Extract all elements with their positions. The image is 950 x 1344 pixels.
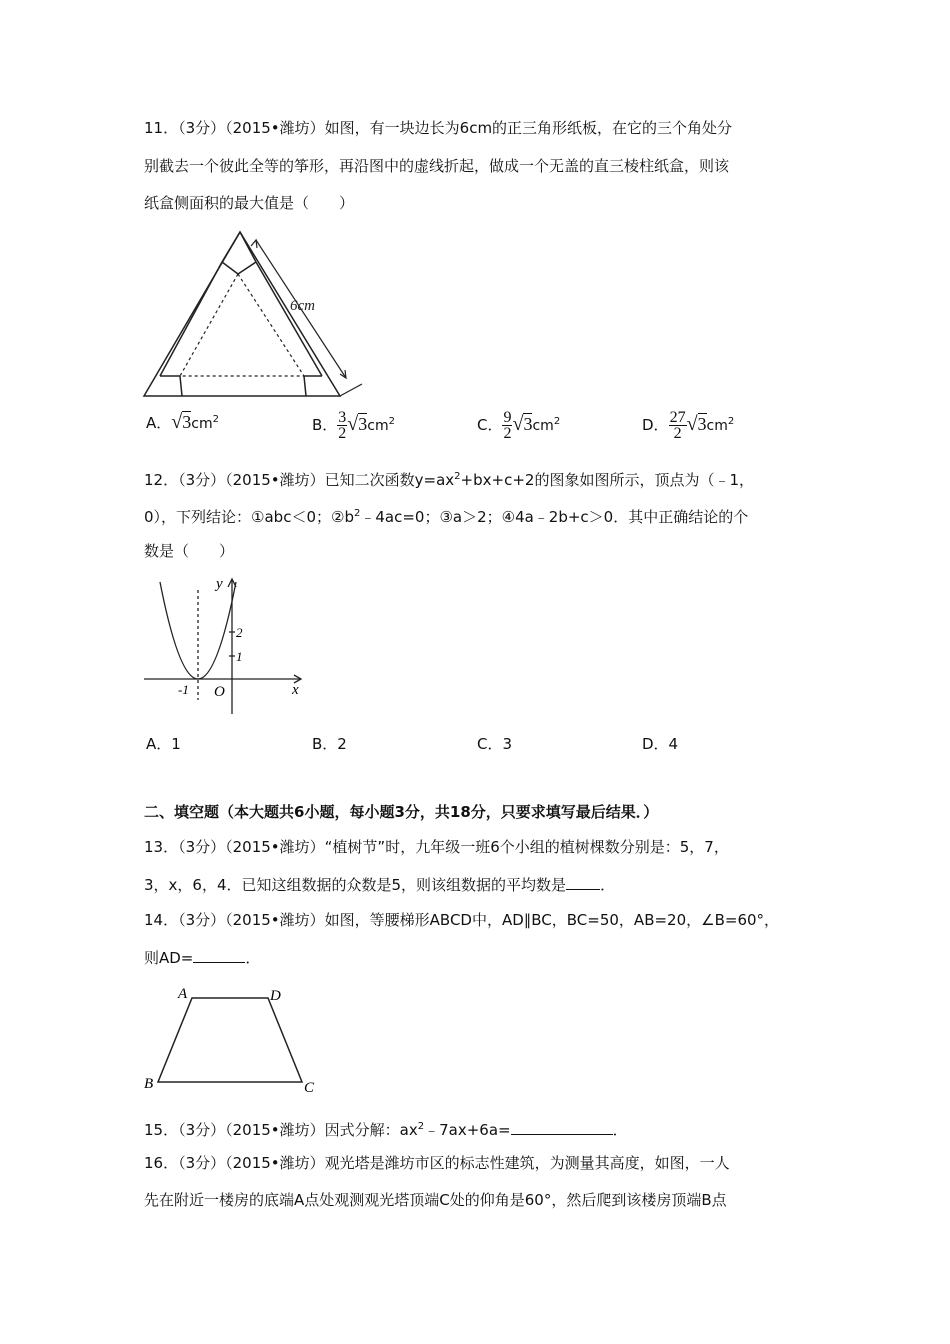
q12-line3: 数是（ ）: [144, 542, 235, 560]
q12-option-d[interactable]: D．4: [642, 735, 679, 753]
q11-line3: 纸盒侧面积的最大值是（ ）: [144, 194, 355, 212]
side-length-label: 6cm: [290, 298, 315, 314]
option-c-unit: cm: [532, 418, 554, 434]
section-2-title: 二、填空题（本大题共6小题，每小题3分，共18分，只要求填写最后结果．）: [144, 803, 659, 821]
q13-answer-blank[interactable]: [566, 874, 600, 890]
option-a-label: A．: [146, 414, 172, 432]
option-b-radicand: 3: [358, 414, 368, 434]
vertex-a: A: [178, 986, 188, 1002]
option-d-label: D．: [642, 416, 669, 434]
option-a-radicand: 3: [182, 412, 192, 432]
q14-answer-blank[interactable]: [193, 947, 245, 963]
origin-label: O: [214, 684, 225, 700]
option-d-radicand: 3: [697, 414, 707, 434]
inner-right-edge: [256, 262, 322, 376]
q12-line2: 0），下列结论：①abc＜0；$②b^2﹣4ac=0$；③a＞2；④4a﹣2b+c＞0．其中正确结论的个: [144, 508, 749, 526]
tick-1: 1: [236, 649, 243, 664]
option-d-exp: 2: [727, 416, 735, 427]
q13-line2: 3，x，6，4．已知这组数据的众数是5，则该组数据的平均数是 ．: [144, 876, 616, 894]
q14-trapezoid-figure: [140, 982, 330, 1097]
q11-option-d[interactable]: [642, 410, 734, 441]
q16-line2: 先在附近一楼房的底端A点处观测观光塔顶端C处的仰角是60°，然后爬到该楼房顶端B点: [144, 1191, 727, 1209]
q12-option-c[interactable]: C．3: [477, 735, 513, 753]
option-a-exp: 2: [212, 414, 219, 425]
option-b-unit: cm: [367, 418, 389, 434]
kite-top-b: [238, 262, 256, 274]
outer-triangle: [144, 232, 340, 396]
q13-line1: 13．（3分）（2015•潍坊）“植树节”时，九年级一班6个小组的植树棵数分别是：5，7，: [144, 838, 729, 856]
inner-left-edge: [160, 262, 222, 376]
dashed-fold-triangle: [180, 274, 304, 376]
y-axis-label: y: [216, 576, 223, 592]
vertex-c: C: [304, 1080, 315, 1096]
option-c-fraction: $\frac{9}{2}$: [503, 409, 512, 442]
option-c-radicand: 3: [523, 414, 533, 434]
sqrt-icon: √: [686, 413, 698, 435]
q11-line1: 11．（3分）（2015•潍坊）如图，有一块边长为6cm的正三角形纸板，在它的三个角处分: [144, 119, 733, 137]
q14-line1: 14．（3分）（2015•潍坊）如图，等腰梯形ABCD中，AD∥BC，BC=50，AB=20，∠B=60°，: [144, 911, 780, 929]
tick-neg1: -1: [178, 682, 189, 697]
option-d-fraction: $\frac{27}{2}$: [669, 409, 686, 442]
q11-triangle-figure: [140, 226, 380, 401]
tick-2: 2: [236, 625, 243, 640]
option-d-unit: cm: [706, 418, 728, 434]
q11-line2: 别截去一个彼此全等的筝形，再沿图中的虚线折起，做成一个无盖的直三棱柱纸盒，则该: [144, 157, 730, 175]
option-a-unit: cm: [191, 416, 213, 432]
q12-option-a[interactable]: A．1: [146, 735, 181, 753]
sqrt-icon: √: [512, 413, 524, 435]
q11-option-b[interactable]: [312, 410, 395, 441]
vertex-b: B: [144, 1076, 154, 1092]
sqrt-icon: √: [347, 413, 359, 435]
kite-right-b: [304, 376, 306, 396]
q14-line2: 则AD= ．: [144, 949, 261, 967]
q11-option-c[interactable]: [477, 410, 560, 441]
q15-line1: 15．（3分）（2015•潍坊）因式分解：$ax^2﹣7ax+6a=$ ．: [144, 1121, 628, 1139]
vertex-d: D: [270, 988, 281, 1004]
trapezoid-abcd: [158, 998, 302, 1082]
q12-line1: 12．（3分）（2015•潍坊）已知二次函数$y=ax^2+bx+c+2$的图象如图所示，顶点为（﹣1，: [144, 471, 754, 489]
option-c-exp: 2: [553, 416, 561, 427]
option-b-label: B．: [312, 416, 338, 434]
option-c-label: C．: [477, 416, 503, 434]
x-axis-label: x: [292, 682, 299, 698]
kite-left-b: [180, 376, 182, 396]
q15-answer-blank[interactable]: [511, 1119, 613, 1135]
sqrt-icon: √: [171, 411, 183, 433]
option-b-exp: 2: [388, 416, 395, 427]
option-b-fraction: $\frac{3}{2}$: [338, 409, 347, 442]
kite-top-a: [222, 262, 238, 274]
q16-line1: 16．（3分）（2015•潍坊）观光塔是潍坊市区的标志性建筑，为测量其高度，如图，一人: [144, 1154, 730, 1172]
q11-option-a[interactable]: [146, 410, 219, 434]
q12-option-b[interactable]: B．2: [312, 735, 347, 753]
q12-parabola-graph: [140, 572, 310, 717]
